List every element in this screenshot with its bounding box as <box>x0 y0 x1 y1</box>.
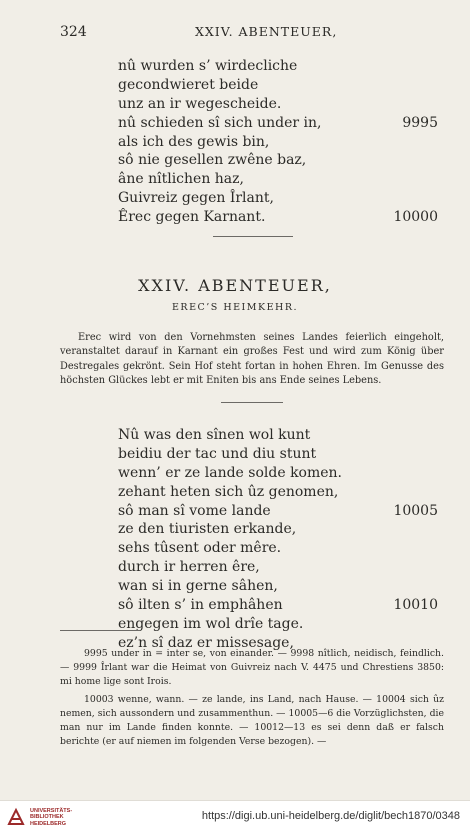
chapter-subtitle: EREC’S HEIMKEHR. <box>171 302 299 313</box>
library-name-line: UNIVERSITÄTS- <box>30 808 73 814</box>
verse-line <box>118 57 438 76</box>
footnote-paragraph: 10003 wenne, wann. — ze lande, ins Land, nach Hause. — 10004 sich ûz nemen, sich aussondern und zusammenthun. — 10005—6 die Vorzüglichsten, die man nur im Lande finden konnte. — 10012—13 es sei denn daß er falsch berichte (er auf niemen im folgenden Verse bezogen). — <box>60 694 444 747</box>
verse-text: engegen im wol drîe tage. <box>118 615 304 632</box>
verse-line <box>118 445 438 464</box>
verse-text: durch ir herren êre, <box>118 559 260 576</box>
verse-text: Guivreiz gegen Îrlant, <box>118 190 274 207</box>
verse-line <box>118 520 438 539</box>
verse-line <box>118 615 438 634</box>
verse-text: sô man sî vome lande <box>118 502 271 519</box>
footnote-rule <box>60 630 140 631</box>
footnote-paragraph: 9995 under in = inter se, von einander. — 9998 nîtlich, neidisch, feindlich. — 9999 Îrlant war die Heimat von Guivreiz nach V. 4475 und Chrestiens 3850: mi home lige sont Irois. <box>60 648 444 687</box>
heidelberg-library-logo-icon[interactable] <box>6 807 26 827</box>
summary-divider <box>221 402 283 403</box>
verse-line <box>118 596 438 615</box>
verse-text: nû schieden sî sich under in, <box>118 114 322 131</box>
verse-text: ez’n sî daz er missesage, <box>118 634 294 651</box>
chapter-title: XXIV. ABENTEUER, <box>138 276 332 295</box>
line-number: 9995 <box>402 114 438 131</box>
library-name-line: BIBLIOTHEK <box>30 814 64 821</box>
verse-line <box>118 464 438 483</box>
verse-line <box>118 539 438 558</box>
verse-line <box>118 189 438 208</box>
verse-line <box>118 76 438 95</box>
line-number: 10010 <box>393 597 438 614</box>
chapter-summary: Erec wird von den Vornehmsten seines Landes feierlich eingeholt, veranstaltet darauf in Karnant ein großes Fest und wird zum König über Destregales gekrönt. Sein Hof steht fortan in hohen Ehren. Im Genusse des höchsten Glückes lebt er mit Eniten bis ans Ende seines Lebens. <box>60 332 444 386</box>
verse-text: ze den tiuristen erkande, <box>118 521 297 538</box>
verse-line <box>118 577 438 596</box>
verse-line <box>118 170 438 189</box>
verse-text: âne nîtlichen haz, <box>118 171 244 188</box>
verse-line <box>118 133 438 152</box>
line-number: 10005 <box>393 502 438 519</box>
verse-text: gecondwieret beide <box>118 76 259 93</box>
running-title: XXIV. ABENTEUER, <box>195 24 338 39</box>
verse-text: wan si in gerne sâhen, <box>118 578 278 595</box>
verse-text: Êrec gegen Karnant. <box>118 209 266 226</box>
verse-line <box>118 502 438 521</box>
verse-line <box>118 114 438 133</box>
verse-text: sô nie gesellen zwêne baz, <box>118 152 307 169</box>
line-number: 10000 <box>393 209 438 226</box>
section-divider <box>213 236 293 237</box>
verse-block-bottom <box>118 426 438 653</box>
verse-text: wenn’ er ze lande solde komen. <box>118 464 343 481</box>
page-number: 324 <box>60 24 87 40</box>
library-name-line: HEIDELBERG <box>30 820 67 827</box>
verse-text: unz an ir wegescheide. <box>118 95 282 112</box>
verse-line <box>118 558 438 577</box>
verse-line <box>118 426 438 445</box>
verse-text: zehant heten sich ûz genomen, <box>118 483 339 500</box>
verse-text: nû wurden s’ wirdecliche <box>118 58 298 74</box>
verse-line <box>118 151 438 170</box>
verse-text: sô ilten s’ in emphâhen <box>118 597 283 614</box>
permalink-url[interactable]: https://digi.ub.uni-heidelberg.de/diglit/bech1870/0348 <box>201 810 460 822</box>
page-header <box>60 24 444 44</box>
verse-line <box>118 483 438 502</box>
verse-line <box>118 208 438 227</box>
verse-block-top <box>118 57 438 227</box>
verse-text: als ich des gewis bin, <box>118 133 270 150</box>
viewer-footer <box>0 800 470 834</box>
footnotes <box>60 647 444 749</box>
verse-text: beidiu der tac und diu stunt <box>118 445 317 462</box>
verse-text: sehs tûsent oder mêre. <box>118 540 282 557</box>
verse-line <box>118 95 438 114</box>
verse-text: Nû was den sînen wol kunt <box>118 427 311 443</box>
library-name[interactable] <box>30 808 72 827</box>
